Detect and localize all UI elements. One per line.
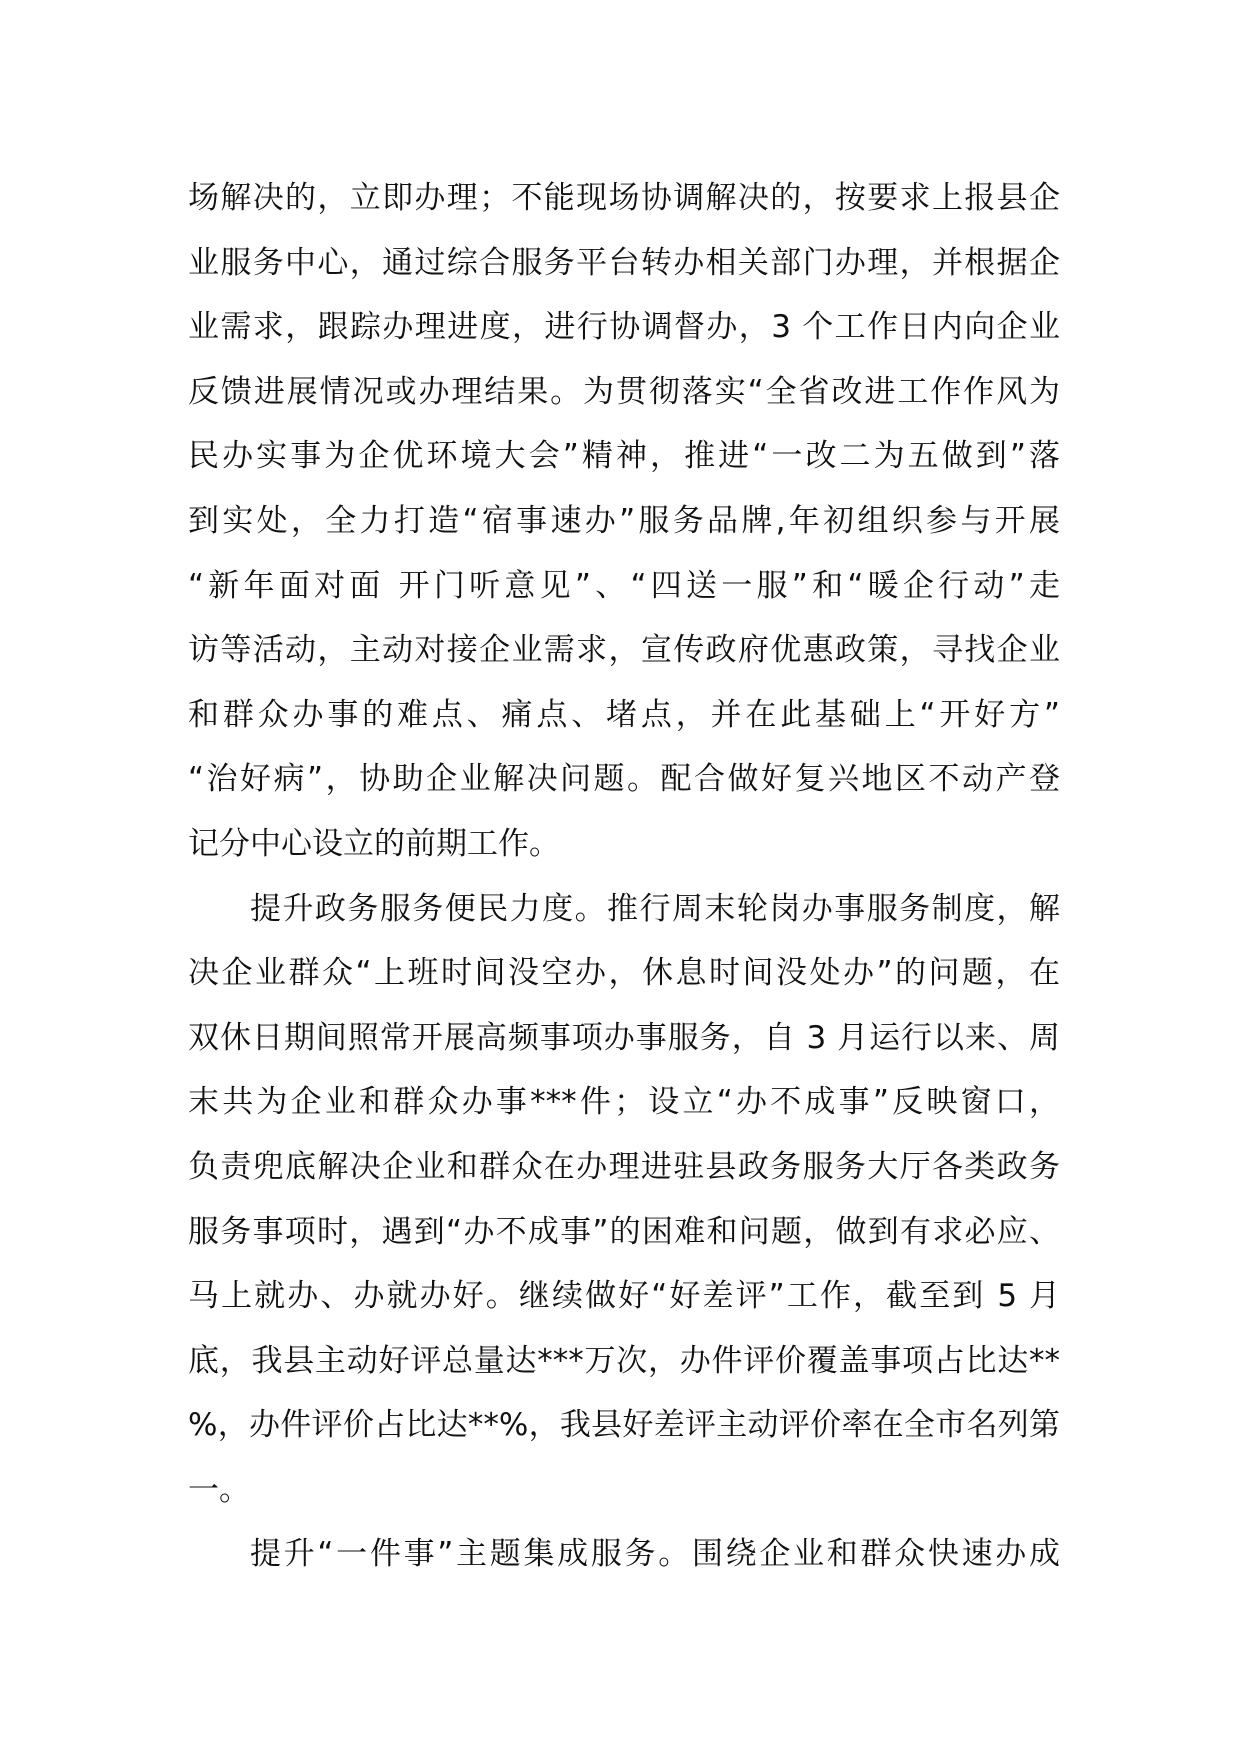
text-line: “治好病”，协助企业解决问题。配合做好复兴地区不动产登: [188, 761, 1060, 798]
text-line: 反馈进展情况或办理结果。为贯彻落实“全省改进工作作风为: [188, 373, 1060, 410]
paragraph-heading-line: 提升“一件事”主题集成服务。围绕企业和群众快速办成: [250, 1536, 1060, 1573]
text-line: 双休日期间照常开展高频事项办事服务，自 3 月运行以来、周: [188, 1019, 1060, 1056]
text-line: 马上就办、办就办好。继续做好“好差评”工作，截至到 5 月: [188, 1278, 1060, 1315]
text-line: “新年面对面 开门听意见”、“四送一服”和“暖企行动”走: [188, 567, 1060, 604]
text-line: 场解决的，立即办理；不能现场协调解决的，按要求上报县企: [188, 180, 1060, 216]
text-line: 负责兜底解决企业和群众在办理进驻县政务服务大厅各类政务: [188, 1148, 1060, 1185]
text-line: 末共为企业和群众办事***件；设立“办不成事”反映窗口，: [188, 1084, 1060, 1121]
text-line: 到实处，全力打造“宿事速办”服务品牌,年初组织参与开展: [188, 502, 1060, 539]
text-line: 业服务中心，通过综合服务平台转办相关部门办理，并根据企: [188, 244, 1060, 281]
text-line: 访等活动，主动对接企业需求，宣传政府优惠政策，寻找企业: [188, 632, 1060, 669]
text-line: 记分中心设立的前期工作。: [188, 825, 560, 862]
text-line: 一。: [188, 1471, 250, 1508]
paragraph-heading-line: 提升政务服务便民力度。推行周末轮岗办事服务制度，解: [250, 890, 1060, 927]
text-line: 民办实事为企优环境大会”精神，推进“一改二为五做到”落: [188, 438, 1060, 475]
text-line: 服务事项时，遇到“办不成事”的困难和问题，做到有求必应、: [188, 1213, 1060, 1250]
text-line: 决企业群众“上班时间没空办，休息时间没处办”的问题，在: [188, 955, 1060, 992]
text-line: %，办件评价占比达**%，我县好差评主动评价率在全市名列第: [188, 1407, 1060, 1444]
text-line: 和群众办事的难点、痛点、堵点，并在此基础上“开好方”: [188, 696, 1060, 733]
text-line: 底，我县主动好评总量达***万次，办件评价覆盖事项占比达**: [188, 1342, 1060, 1379]
document-body: [188, 166, 1060, 1587]
text-line: 业需求，跟踪办理进度，进行协调督办，3 个工作日内向企业: [188, 309, 1060, 346]
